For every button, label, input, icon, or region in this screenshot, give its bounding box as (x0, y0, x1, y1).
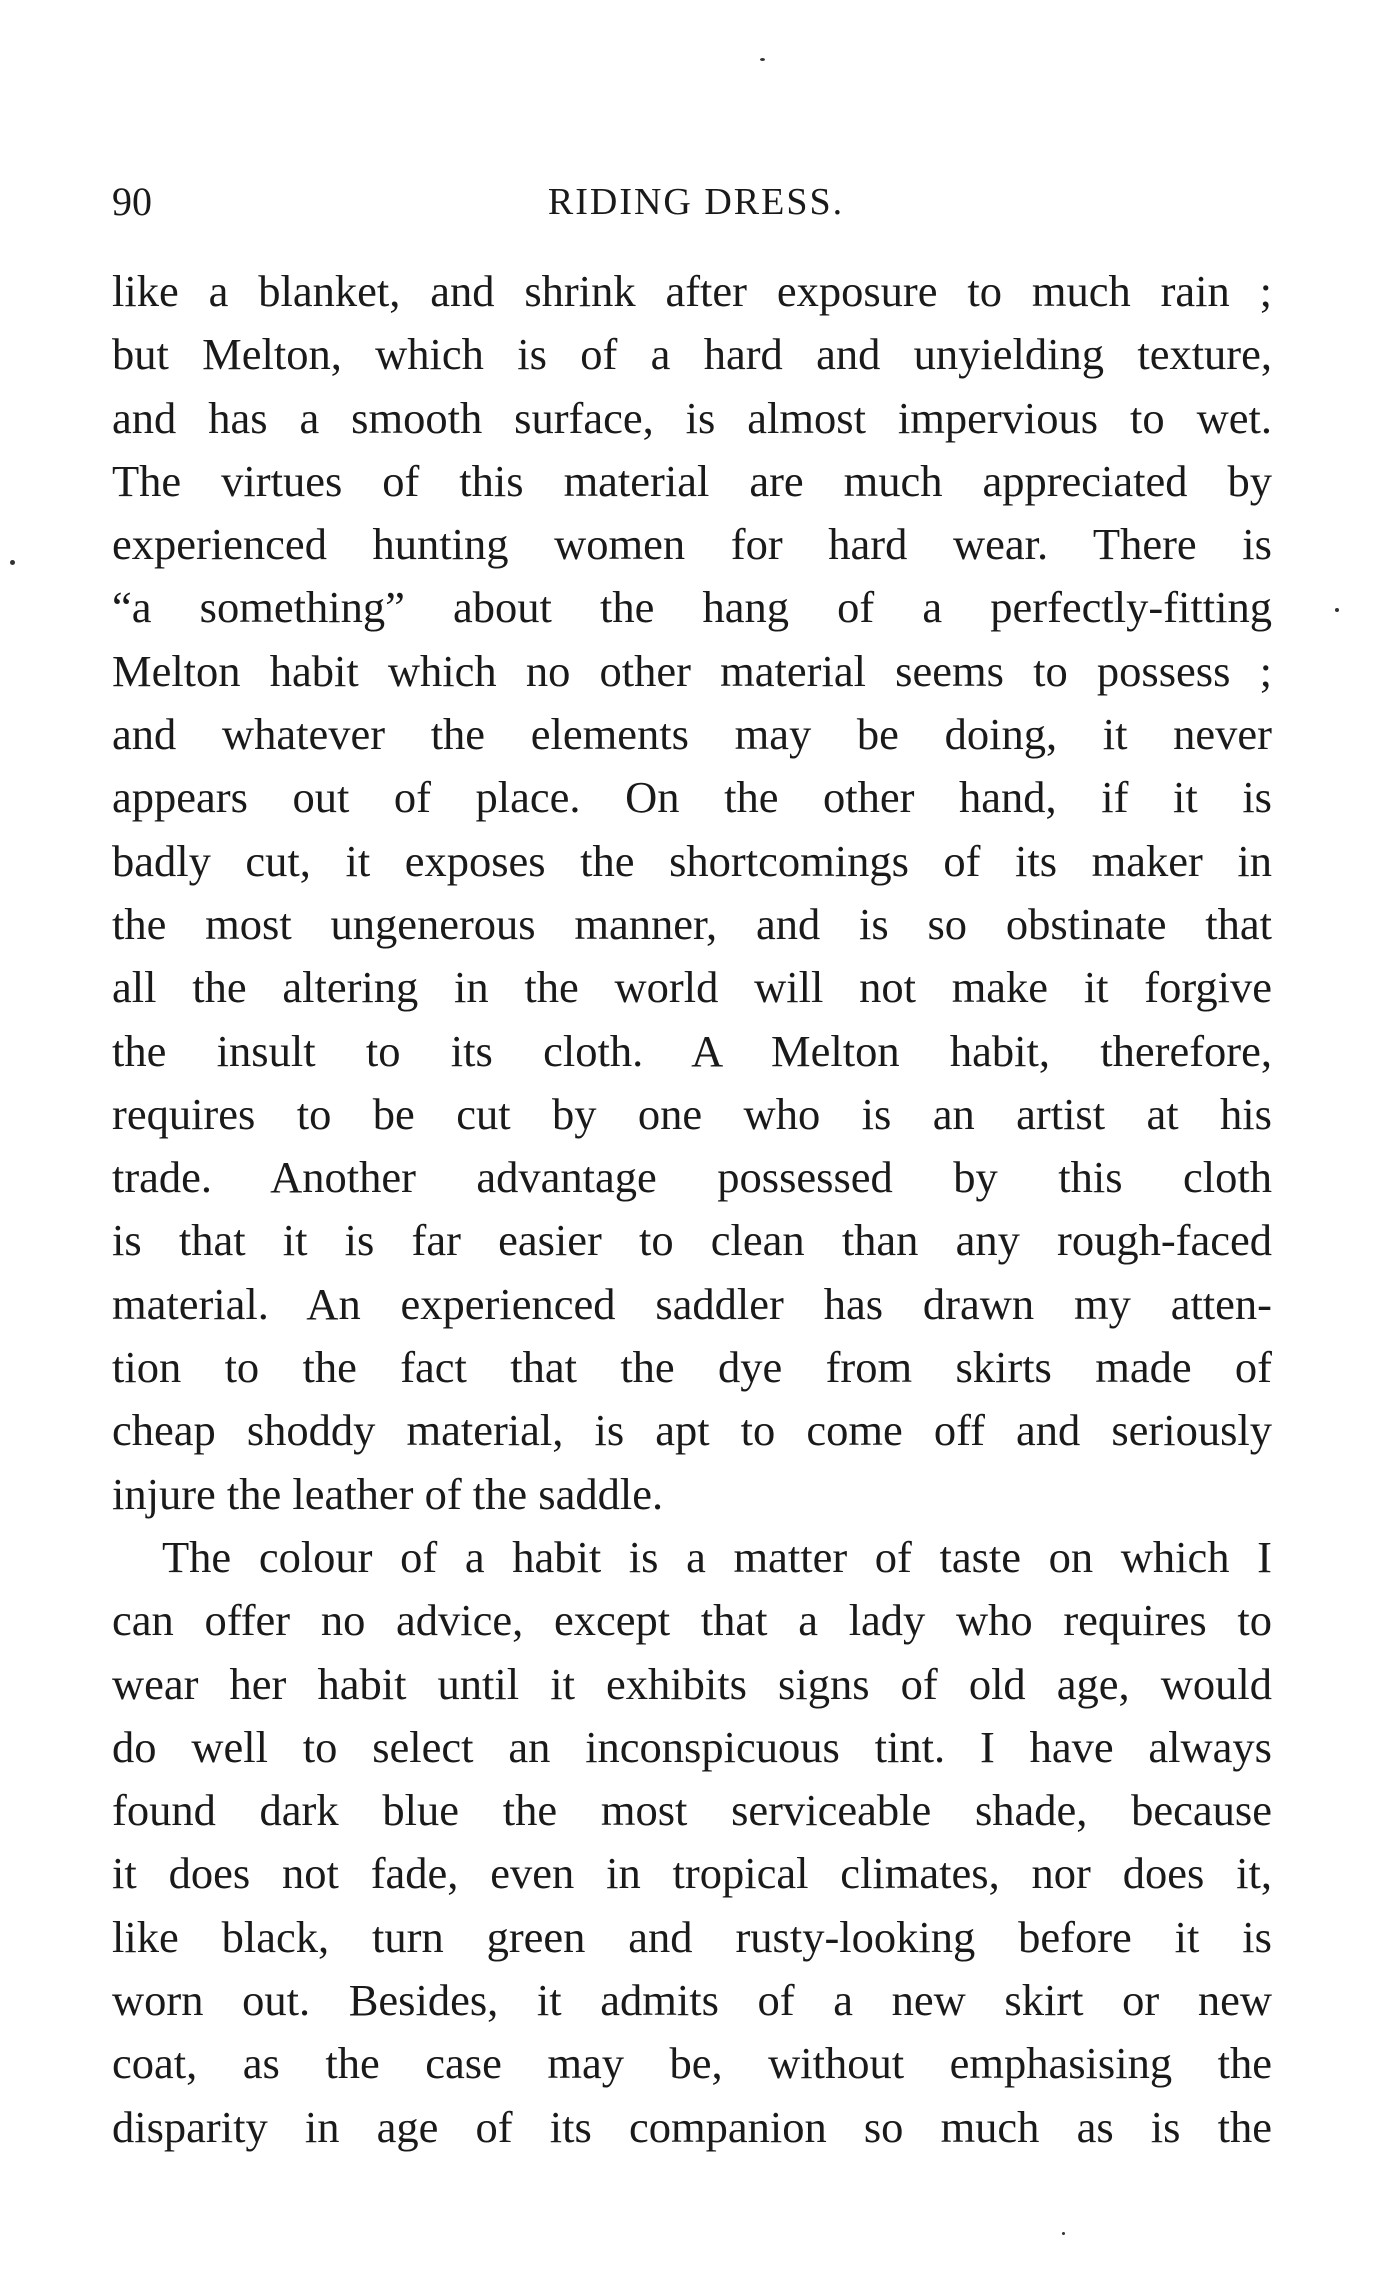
text-line: disparity in age of its companion so much as is the (112, 2101, 1272, 2152)
text-line: like black, turn green and rusty-looking before it is (112, 1911, 1272, 1962)
text-line: trade. Another advantage possessed by this cloth (112, 1152, 1272, 1203)
paragraph-2 (112, 1526, 1272, 2159)
text-line: The virtues of this material are much appreciated by (112, 455, 1272, 506)
text-line: wear her habit until it exhibits signs of old age, would (112, 1658, 1272, 1709)
text-line: the insult to its cloth. A Melton habit, therefore, (112, 1025, 1272, 1076)
text-line: “a something” about the hang of a perfectly-fitting (112, 582, 1272, 633)
text-line: and whatever the elements may be doing, it never (112, 709, 1272, 760)
text-line: found dark blue the most serviceable shade, because (112, 1785, 1272, 1836)
text-line: the most ungenerous manner, and is so obstinate that (112, 898, 1272, 949)
text-line: all the altering in the world will not make it forgive (112, 962, 1272, 1013)
scan-speck (10, 560, 15, 565)
body-text (112, 260, 1272, 2159)
scan-speck (760, 58, 765, 61)
page-number: 90 (112, 179, 152, 224)
text-line: like a blanket, and shrink after exposure to much rain ; (112, 266, 1272, 316)
text-line: cheap shoddy material, is apt to come off and seriously (112, 1405, 1272, 1456)
text-line: experienced hunting women for hard wear. There is (112, 519, 1272, 570)
paragraph-1 (112, 260, 1272, 1526)
text-line: The colour of a habit is a matter of taste on which I (162, 1531, 1272, 1582)
running-head (112, 172, 1280, 232)
text-line: and has a smooth surface, is almost impervious to wet. (112, 392, 1272, 443)
text-line: Melton habit which no other material seems to possess ; (112, 645, 1272, 696)
text-line: do well to select an inconspicuous tint. I have always (112, 1721, 1272, 1772)
text-line: worn out. Besides, it admits of a new skirt or new (112, 1975, 1272, 2026)
text-line: is that it is far easier to clean than any rough-faced (112, 1215, 1272, 1266)
text-line: badly cut, it exposes the shortcomings of its maker in (112, 835, 1272, 886)
scan-speck (1062, 2232, 1065, 2235)
scan-speck (1335, 608, 1339, 612)
text-line: appears out of place. On the other hand, if it is (112, 772, 1272, 823)
text-line: can offer no advice, except that a lady who requires to (112, 1595, 1272, 1646)
text-line: tion to the fact that the dye from skirts made of (112, 1342, 1272, 1393)
running-title: RIDING DRESS. (547, 181, 845, 223)
text-line: coat, as the case may be, without emphasising the (112, 2038, 1272, 2089)
text-line: but Melton, which is of a hard and unyielding texture, (112, 329, 1272, 380)
text-line: it does not fade, even in tropical climates, nor does it, (112, 1848, 1272, 1899)
text-line: injure the leather of the saddle. (112, 1468, 664, 1519)
text-line: material. An experienced saddler has drawn my atten- (112, 1278, 1272, 1329)
text-line: requires to be cut by one who is an artist at his (112, 1088, 1272, 1139)
